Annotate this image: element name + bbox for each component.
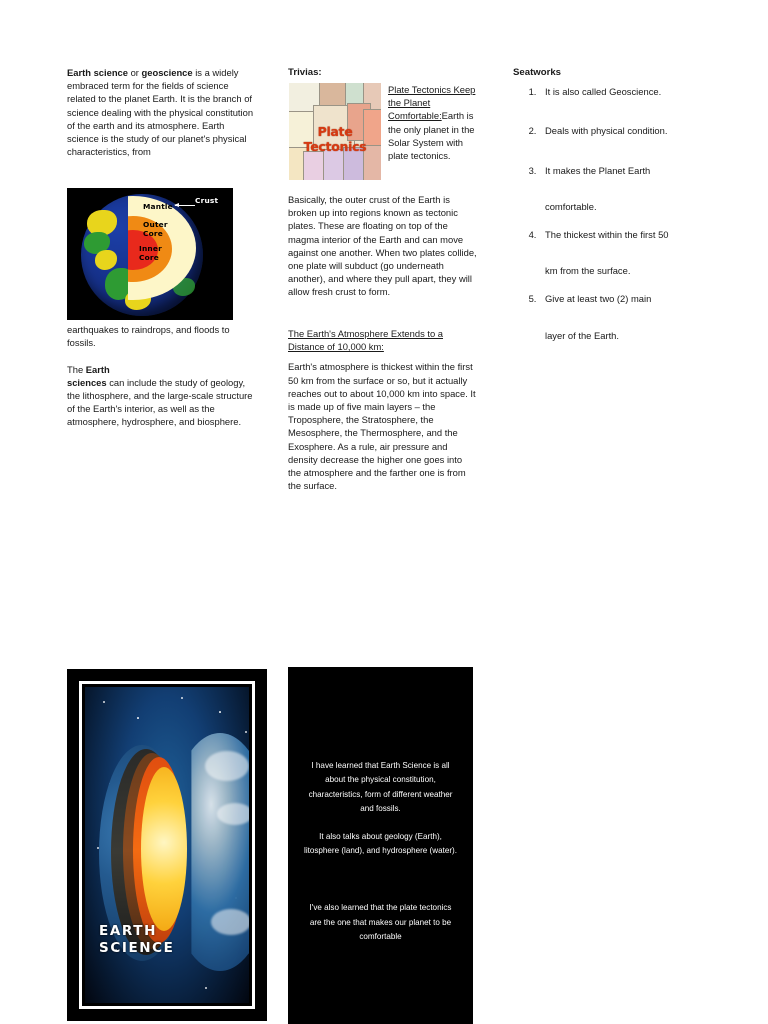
paragraph-spacer (288, 353, 476, 360)
poster-title (99, 923, 175, 957)
list-item-text: It is also called Geoscience. (545, 86, 662, 98)
list-item (539, 124, 728, 137)
cloud-patch (211, 909, 249, 935)
reflection-paragraph-2: It also talks about geology (Earth), litosphere (land), and hydrosphere (water). (304, 831, 457, 856)
poster-artwork (85, 687, 249, 1003)
trivia-1-intro: Earth is the only planet in the Solar System with plate tectonics. (388, 110, 475, 162)
reflection-spacer (304, 871, 457, 901)
left-paragraph-3-rest: the lithosphere, and the large-scale structure of the Earth's interior, as well as the atmosphere, hydrosphere, and biosphere. (67, 390, 253, 428)
reflection-paragraph-3: I've also learned that the plate tectonics are the one that makes our planet to be comfortable (309, 903, 452, 942)
left-paragraph-3 (67, 363, 257, 429)
list-item (539, 292, 728, 341)
list-item-text: The thickest within the first 50 (545, 229, 669, 241)
reflection-paragraph-1: I have learned that Earth Science is all about the physical constitution, characteristics, form of different weather and fossils. (308, 761, 453, 814)
trivia-2-body-text: Earth's atmosphere is thickest within the first 50 km from the surface or so, but it actually reaches out to about 10,000 km into space. It is made up of five main layers – the Troposphere, the Stratosphere, the Mesosphere, the Thermosphere, and the Exosphere. As a rule, air pressure and density decrease the higher one goes into the atmosphere and the farther one is from the surface. (288, 361, 476, 492)
inner-core-label-line1: Inner (139, 244, 162, 253)
plate-tectonics-image-caption: Plate Tectonics (303, 124, 367, 154)
list-item-text-wrap: layer of the Earth. (545, 329, 619, 341)
list-item-text: It makes the Planet Earth (545, 164, 651, 176)
trivia-1-body-text: Basically, the outer crust of the Earth is broken up into regions known as tectonic plates. These are floating on top of the magma interior of the Earth and can move against one another. When two plates collide, one plate will subduct (go underneath another), and where they pull apart, they will allow fresh crust to form. (288, 194, 477, 298)
landmass-shape (95, 250, 117, 270)
poster-white-frame (79, 681, 255, 1009)
earth-layers-diagram (67, 188, 233, 320)
trivia-2-heading-wrap (288, 327, 476, 353)
star-dot (103, 701, 105, 703)
list-item-text-wrap: km from the surface. (545, 265, 631, 277)
left-paragraph-3-mid: can include the study of geology, (106, 376, 246, 388)
outer-core-label-line1: Outer (143, 220, 168, 229)
geoscience-bold: geoscience (141, 67, 193, 78)
trivia-1-heading: Plate Tectonics Keep the Planet Comfortable: (388, 84, 476, 122)
list-item-text: Deals with physical condition. (545, 125, 668, 137)
left-text-column-lower (67, 323, 257, 429)
left-paragraph-1-or: or (127, 67, 142, 78)
crust-label: Crust (195, 196, 219, 205)
left-paragraph-1 (67, 66, 257, 158)
star-dot (137, 717, 139, 719)
cloud-patch (205, 751, 249, 781)
star-dot (205, 987, 207, 989)
trivia-2-heading: The Earth's Atmosphere Extends to a Distance of 10,000 km: (288, 328, 443, 353)
trivias-heading: Trivias: (288, 67, 322, 78)
mantle-label: Mantle (143, 202, 173, 211)
left-paragraph-1-rest: is a widely embraced term for the fields of science related to the planet Earth. It is the branch of science dealing with the physical constitution of the earth and its atmosphere. Earth science is the study of our planet's physical characteristics, from (67, 67, 254, 158)
star-dot (181, 697, 183, 699)
seatworks-column (513, 66, 728, 357)
seatworks-heading: Seatworks (513, 67, 561, 78)
plate-tectonics-image (289, 83, 381, 180)
earth-science-bold: Earth science (67, 67, 128, 78)
trivia-1-wrapped-text (388, 83, 476, 162)
list-item-text: Give at least two (2) main (545, 293, 652, 305)
star-dot (219, 711, 221, 713)
list-item (539, 228, 728, 277)
trivia-1-body (288, 193, 478, 299)
seatworks-list (513, 85, 728, 342)
paragraph-spacer (67, 349, 257, 362)
left-text-column (67, 66, 257, 158)
reflection-box (288, 667, 473, 1024)
trivia-2-block (288, 327, 476, 492)
earth-bold: Earth (85, 363, 110, 375)
left-paragraph-3-the: The (67, 363, 86, 375)
earth-science-poster (67, 669, 267, 1021)
inner-core-label (139, 244, 162, 262)
list-item (539, 85, 728, 98)
cloud-patch (217, 803, 249, 825)
inner-core-slice (141, 767, 187, 931)
list-item (539, 164, 728, 213)
inner-core-label-line2: Core (139, 253, 159, 262)
star-dot (245, 731, 247, 733)
poster-title-line2: SCIENCE (99, 940, 175, 956)
sciences-bold: sciences (67, 376, 107, 388)
middle-text-column (288, 66, 476, 83)
poster-title-line1: EARTH (99, 923, 157, 939)
outer-core-label-line2: Core (143, 229, 163, 238)
crust-pointer-arrow-icon (175, 205, 195, 206)
list-item-text-wrap: comfortable. (545, 200, 597, 212)
left-paragraph-2: earthquakes to raindrops, and floods to fossils. (67, 324, 230, 349)
outer-core-label (143, 220, 168, 238)
